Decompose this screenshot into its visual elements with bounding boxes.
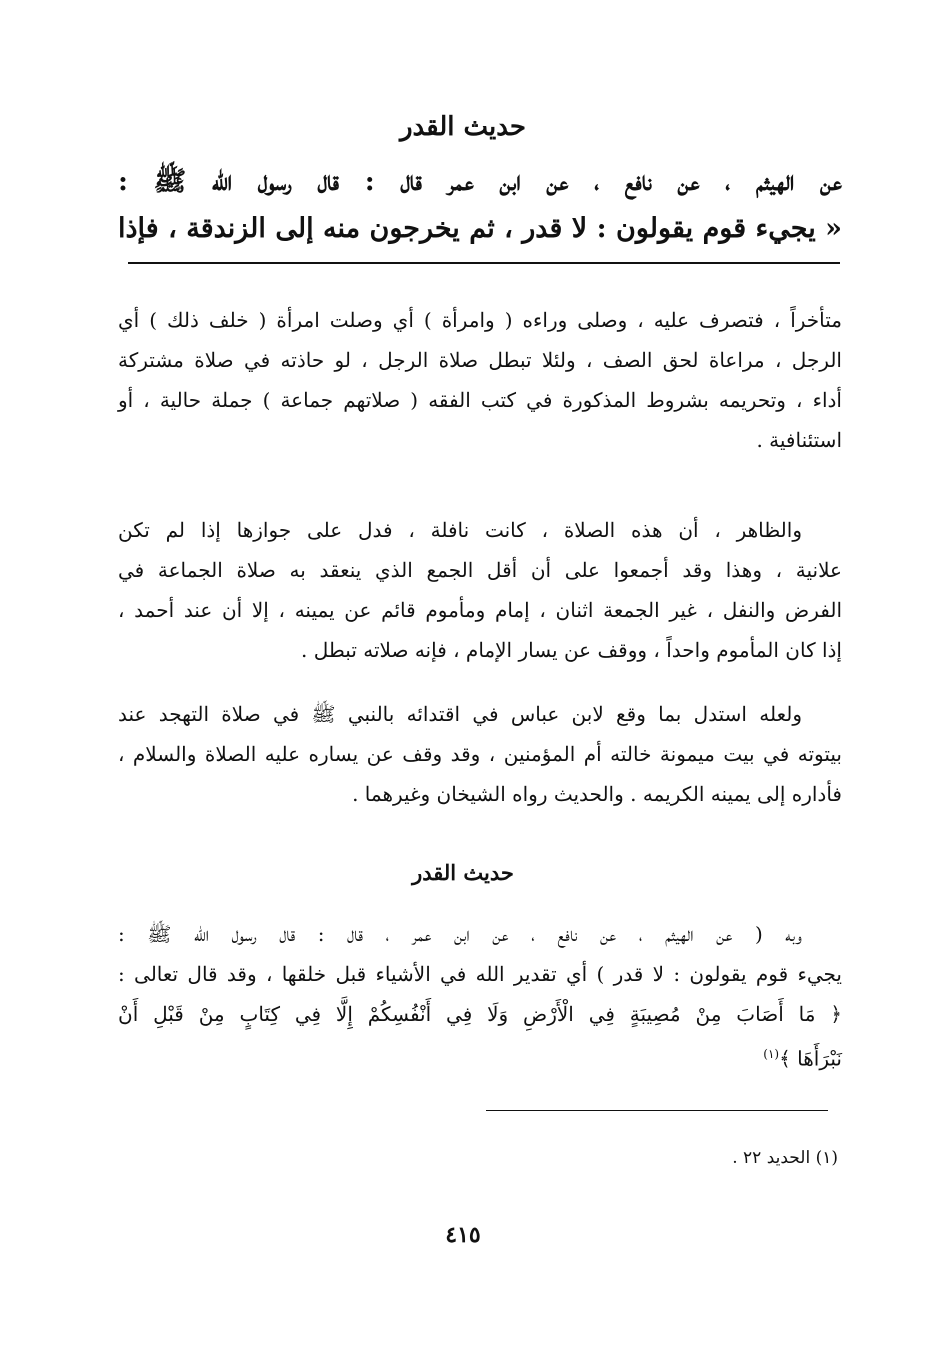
- section-title: حديث القدر: [412, 860, 514, 885]
- hadith-line: عن الهيثم ، عن نافع ، عن ابن عمر قال : قال رسول الله ﷺ :: [118, 166, 842, 197]
- footnote-ref: (١): [763, 1047, 780, 1061]
- text-line: أداء ، وتحريمه بشروط المذكورة في كتب الفقه ( صلاتهم جماعة ) جملة حالية ، أو: [118, 388, 842, 412]
- commentary-paragraph-2: [118, 510, 842, 670]
- text-line: والظاهر ، أن هذه الصلاة ، كانت نافلة ، فدل على جوازها إذا لم تكن: [118, 518, 802, 542]
- text-line: إذا كان المأموم واحداً ، ووقف عن يسار الإمام ، فإنه صلاته تبطل .: [301, 638, 842, 662]
- hadith-title: حديث القدر: [399, 112, 527, 142]
- text-line: بيتوته في بيت ميمونة خالته أم المؤمنين ، وقد وقف عن يساره عليه الصلاة والسلام ،: [118, 742, 842, 766]
- text-line: علانية ، وهذا وقد أجمعوا على أن أقل الجمع الذي ينعقد به صلاة الجماعة في: [118, 558, 842, 582]
- commentary-paragraph-1: [118, 300, 842, 460]
- text-line: وبه ( عن الهيثم ، عن نافع ، عن ابن عمر ، قال : قال رسول الله ﷺ :: [118, 922, 802, 946]
- footnote: (١) الحديد ٢٢ .: [732, 1148, 838, 1168]
- section-paragraph: [118, 914, 842, 1079]
- footnote-divider: [486, 1110, 828, 1111]
- text-line: يجيء قوم يقولون : لا قدر ) أي تقدير الله في الأشياء قبل خلقها ، وقد قال تعالى :: [118, 962, 842, 986]
- text-line: الفرض والنفل ، غير الجمعة اثنان ، إمام ومأموم قائم عن يمينه ، إلا أن عند أحمد ،: [118, 598, 842, 622]
- hadith-text: [118, 158, 842, 252]
- text-line: فأداره إلى يمينه الكريمه . والحديث رواه الشيخان وغيرهما .: [352, 782, 842, 806]
- text-line: استئنافية .: [756, 428, 842, 452]
- quran-verse-end: نَبْرَأَهَا ﴾: [779, 1046, 842, 1071]
- quran-verse-line: [118, 1034, 842, 1079]
- page-number: ٤١٥: [445, 1222, 481, 1248]
- commentary-paragraph-3: [118, 694, 842, 814]
- quran-verse-line: ﴿ مَا أَصَابَ مِنْ مُصِيبَةٍ فِي الْأَرْضِ وَلَا فِي أَنْفُسِكُمْ إِلَّا فِي كِتَابٍ مِنْ قَبْلِ أَنْ: [118, 1002, 842, 1026]
- text-line: ولعله استدل بما وقع لابن عباس في اقتدائه بالنبي ﷺ في صلاة التهجد عند: [118, 702, 802, 726]
- hadith-line: « يجيء قوم يقولون : لا قدر ، ثم يخرجون منه إلى الزندقة ، فإذا: [118, 213, 842, 244]
- text-line: متأخراً ، فتصرف عليه ، وصلى وراءه ( وامرأة ) أي وصلت امرأة ( خلف ذلك ) أي: [118, 308, 842, 332]
- text-line: الرجل ، مراعاة لحق الصف ، ولئلا تبطل صلاة الرجل ، لو حاذته في صلاة مشتركة: [118, 348, 842, 372]
- text-divider: [128, 262, 840, 264]
